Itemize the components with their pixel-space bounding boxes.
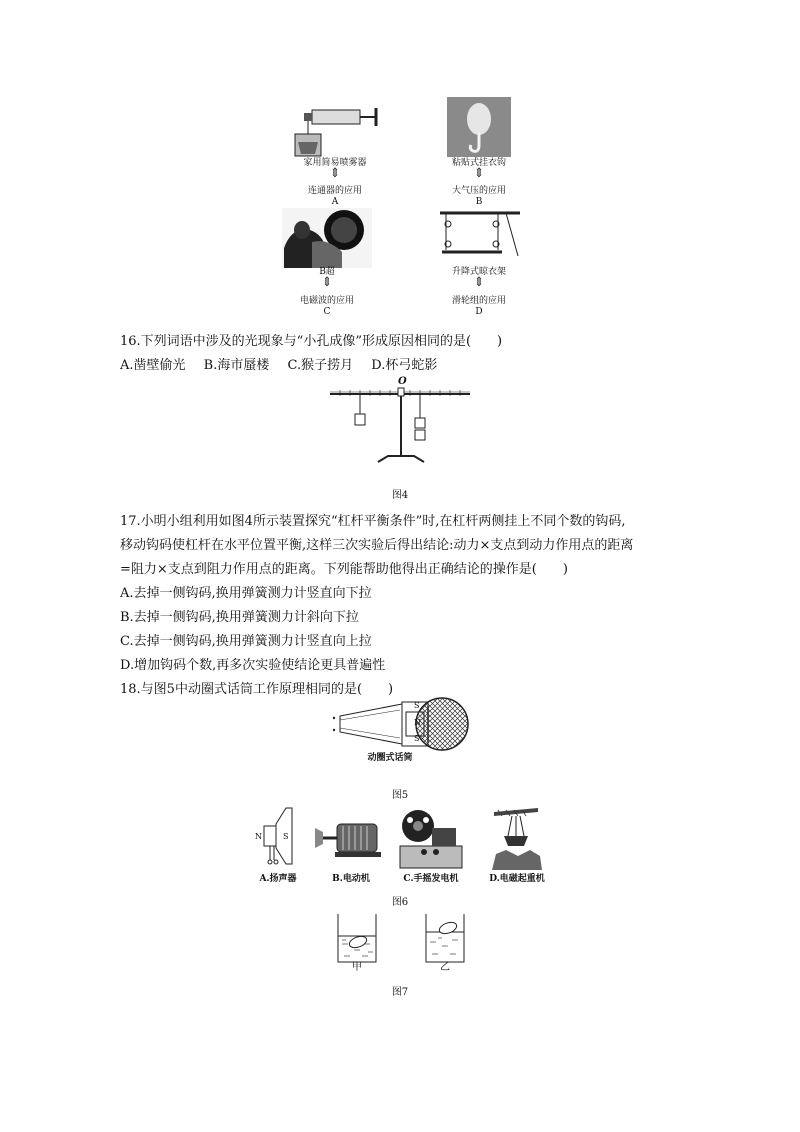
magnet-label-s-top: S bbox=[414, 701, 420, 710]
fig6-label-d: D.电磁起重机 bbox=[489, 874, 545, 884]
q16-options bbox=[120, 354, 451, 378]
q16-option-d: D.杯弓蛇影 bbox=[371, 358, 438, 373]
option-d-letter: D bbox=[475, 307, 483, 317]
fig5-caption: 图5 bbox=[391, 790, 409, 801]
sprayer-icon bbox=[290, 100, 380, 158]
option-b-top: 粘贴式挂衣钩 bbox=[451, 158, 506, 168]
speaker-label-n: N bbox=[255, 832, 262, 841]
suction-hook-photo bbox=[447, 97, 511, 157]
q18-stem: 18.与图5中动圈式话筒工作原理相同的是( ) bbox=[120, 682, 394, 697]
beaker-yi bbox=[424, 914, 466, 964]
beaker-jia bbox=[336, 914, 378, 964]
option-b-bottom: 大气压的应用 bbox=[451, 186, 506, 196]
q17-option-d: D.增加钩码个数,再多次实验使结论更具普遍性 bbox=[120, 658, 386, 673]
fig6-label-c: C.手摇发电机 bbox=[403, 874, 459, 884]
double-arrow-d: ⇕ bbox=[473, 275, 485, 290]
option-a-bottom: 连通器的应用 bbox=[307, 186, 362, 196]
magnet-label-s-bottom: S bbox=[414, 734, 420, 743]
option-a-letter: A bbox=[331, 197, 339, 207]
q16-stem: 16.下列词语中涉及的光现象与“小孔成像”形成原因相同的是( ) bbox=[120, 334, 503, 349]
option-d-top: 升降式晾衣架 bbox=[451, 267, 506, 277]
double-arrow-a: ⇕ bbox=[329, 166, 341, 181]
microphone-diagram bbox=[330, 696, 470, 752]
q16-option-c: C.猴子捞月 bbox=[287, 358, 354, 373]
option-d-bottom: 滑轮组的应用 bbox=[451, 296, 506, 306]
magnet-label-n: N bbox=[414, 718, 421, 727]
fig6-caption: 图6 bbox=[391, 897, 409, 908]
q17-line-3: =阻力×支点到阻力作用点的距离。下列能帮助他得出正确结论的操作是( ) bbox=[120, 562, 568, 577]
q17-line-2: 移动钩码使杠杆在水平位置平衡,这样三次实验后得出结论:动力×支点到动力作用点的距离 bbox=[120, 538, 634, 553]
ultrasound-photo bbox=[282, 208, 372, 268]
double-arrow-c: ⇕ bbox=[321, 275, 333, 290]
q16-option-b: B.海市蜃楼 bbox=[203, 358, 270, 373]
option-c-bottom: 电磁波的应用 bbox=[299, 296, 354, 306]
generator-photo bbox=[396, 806, 466, 870]
beaker-label-jia: 甲 bbox=[352, 962, 362, 973]
fig4-caption: 图4 bbox=[391, 490, 409, 501]
lever-diagram bbox=[330, 376, 470, 466]
fig6-label-a: A.扬声器 bbox=[259, 874, 297, 884]
beaker-label-yi: 乙 bbox=[440, 962, 450, 973]
microphone-label: 动圈式话筒 bbox=[367, 753, 413, 763]
q16-option-a: A.凿壁偷光 bbox=[120, 358, 186, 373]
option-c-letter: C bbox=[323, 307, 331, 317]
double-arrow-b: ⇕ bbox=[473, 166, 485, 181]
motor-photo bbox=[315, 818, 387, 858]
fig6-label-b: B.电动机 bbox=[332, 874, 370, 884]
q17-line-1: 17.小明小组利用如图4所示装置探究“杠杆平衡条件”时,在杠杆两侧挂上不同个数的钩码, bbox=[120, 514, 626, 529]
option-b-letter: B bbox=[475, 197, 483, 207]
option-c-top: B超 bbox=[319, 267, 335, 277]
q17-option-c: C.去掉一侧钩码,换用弹簧测力计竖直向上拉 bbox=[120, 634, 372, 649]
crane-photo bbox=[492, 806, 542, 870]
speaker-label-s: S bbox=[283, 832, 289, 841]
pivot-label: O bbox=[398, 376, 407, 387]
q17-option-a: A.去掉一侧钩码,换用弹簧测力计竖直向下拉 bbox=[120, 586, 372, 601]
fig7-caption: 图7 bbox=[391, 987, 409, 998]
q17-option-b: B.去掉一侧钩码,换用弹簧测力计斜向下拉 bbox=[120, 610, 359, 625]
speaker-diagram bbox=[258, 806, 300, 868]
clothes-rack-diagram bbox=[440, 210, 522, 266]
option-a-top: 家用简易喷雾器 bbox=[303, 158, 367, 168]
